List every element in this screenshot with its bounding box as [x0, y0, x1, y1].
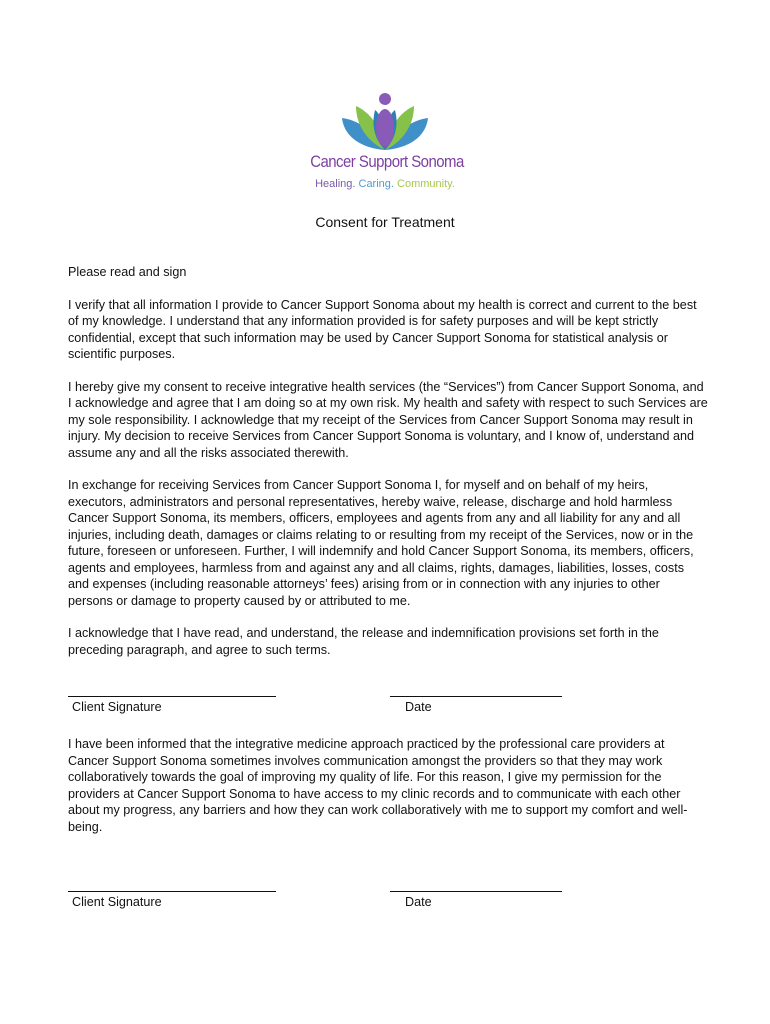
client-signature-label: Client Signature	[72, 700, 162, 714]
signature-block-2	[68, 891, 708, 917]
organization-logo	[300, 90, 470, 200]
date-line[interactable]	[390, 696, 562, 697]
document-body	[68, 264, 708, 931]
organization-tagline	[300, 178, 470, 190]
permission-paragraph: I have been informed that the integrative medicine approach practiced by the professional care providers at Cancer Support Sonoma sometimes involves communication amongst the providers so that they may work collaboratively towards the goal of improving my quality of life. For this reason, I give my permission for the providers at Cancer Support Sonoma to have access to my clinic records and to communicate with each other about my progress, any barriers and how they can work collaboratively with me to support my comfort and well-being.	[68, 737, 688, 834]
document-title: Consent for Treatment	[315, 214, 455, 230]
client-signature-line[interactable]	[68, 696, 276, 697]
client-signature-line[interactable]	[68, 891, 276, 892]
lotus-logo-icon	[342, 90, 428, 152]
verification-paragraph: I verify that all information I provide to Cancer Support Sonoma about my health is correct and current to the best of my knowledge. I understand that any information provided is for safety purposes and will be kept strictly confidential, except that such information may be used by Cancer Support Sonoma for statistical analysis or scientific purposes.	[68, 297, 697, 361]
date-label: Date	[405, 700, 432, 714]
date-label: Date	[405, 895, 432, 909]
tagline-caring: Caring.	[358, 178, 394, 190]
consent-paragraph: I hereby give my consent to receive integrative health services (the “Services”) from Cancer Support Sonoma, and I acknowledge and agree that I am doing so at my own risk. My health and safety with respect to such Services are my sole responsibility. I acknowledge that my receipt of the Services from Cancer Support Sonoma may result in injury. My decision to receive Services from Cancer Support Sonoma is voluntary, and I know of, understand and assume any and all the risks associated therewith.	[68, 379, 708, 460]
release-paragraph: In exchange for receiving Services from Cancer Support Sonoma I, for myself and on behalf of my heirs, executors, administrators and personal representatives, hereby waive, release, discharge and hold harmless Cancer Support Sonoma, its members, officers, employees and agents from any and all liability for any and all injuries, including death, damages or claims relating to or resulting from my receipt of the Services, now or in the future, foreseen or unforeseen. Further, I will indemnify and hold Cancer Support Sonoma, its members, officers, agents and employees, harmless from and against any and all claims, rights, damages, liabilities, losses, costs and expenses (including reasonable attorneys’ fees) arising from or in connection with any injuries to other persons or damage to property caused by or attributed to me.	[68, 478, 694, 608]
date-line[interactable]	[390, 891, 562, 892]
signature-block-1	[68, 696, 708, 722]
acknowledgement-paragraph: I acknowledge that I have read, and understand, the release and indemnification provisions set forth in the preceding paragraph, and agree to such terms.	[68, 626, 659, 657]
organization-name: Cancer Support Sonoma	[310, 152, 464, 171]
instruction-text: Please read and sign	[68, 265, 187, 279]
tagline-community: Community.	[397, 178, 455, 190]
tagline-healing: Healing.	[315, 178, 356, 190]
client-signature-label: Client Signature	[72, 895, 162, 909]
